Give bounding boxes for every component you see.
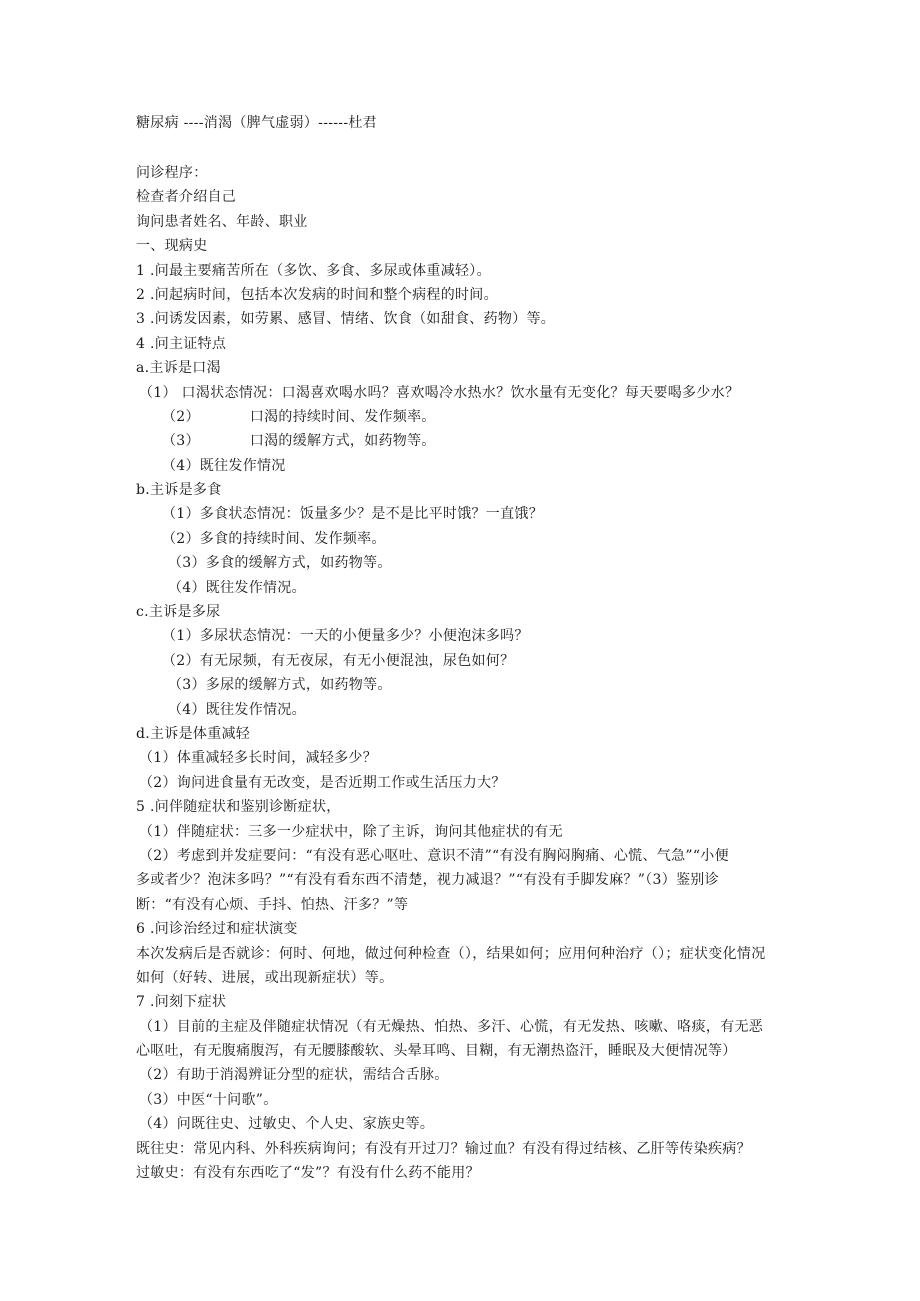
text-line: 3 .问诱发因素，如劳累、感冒、情绪、饮食（如甜食、药物）等。 [136,311,556,328]
item-number: （2） [162,408,200,425]
text-line: （3）中医“十问歌”。 [139,1091,278,1108]
text-line: （1）体重减轻多长时间，减轻多少？ [139,750,378,767]
text-line: （1） 口渴状态情况：口渴喜欢喝水吗？喜欢喝冷水热水？饮水量有无变化？每天要喝多少水？ [139,384,740,401]
text-line: 1 .问最主要痛苦所在（多饮、多食、多尿或体重减轻）。 [136,262,491,279]
text-line: 6 .问诊治经过和症状演变 [136,921,298,938]
text-line: 断：“有没有心烦、手抖、怕热、汗多？”等 [136,896,409,913]
text-line: 问诊程序： [136,165,208,181]
text-line: 5 .问伴随症状和鉴别诊断症状， [136,799,341,816]
text-line: 本次发病后是否就诊：何时、何地，做过何种检查（），结果如何；应用何种治疗（）；症状变化情况 [136,945,766,962]
text-line: （1）多食状态情况：饭量多少？是不是比平时饿？一直饿？ [162,506,544,523]
text-line: （3）多食的缓解方式，如药物等。 [168,555,392,572]
text-line: （2）有无尿频，有无夜尿，有无小便混浊，尿色如何？ [162,652,515,669]
text-line: （1）目前的主症及伴随症状情况（有无燥热、怕热、多汗、心慌，有无发热、咳嗽、咯痰，有无恶 [139,1018,764,1035]
text-line: （4）既往发作情况 [162,457,286,474]
text-line: （2）考虑到并发症要问：“有没有恶心呕吐、意识不清”“有没有胸闷胸痛、心慌、气急”“小便 [139,847,729,864]
text-line: 7 .问刻下症状 [136,994,227,1011]
item-text: 口渴的缓解方式，如药物等。 [249,433,436,450]
text-line: （3）多尿的缓解方式，如药物等。 [168,677,392,694]
text-line: （4）既往发作情况。 [168,701,306,718]
item-number: （3） [162,433,200,450]
text-line: （4）问既往史、过敏史、个人史、家族史等。 [139,1116,435,1133]
sub-heading: a.主诉是口渴 [136,360,221,377]
text-line [136,405,796,429]
text-line: （2）有助于消渴辨证分型的症状，需结合舌脉。 [139,1067,449,1084]
text-line: （4）既往发作情况。 [168,579,306,596]
sub-heading: c.主诉是多尿 [136,604,221,621]
item-text: 口渴的持续时间、发作频率。 [249,408,436,425]
text-line: 既往史：常见内科、外科疾病询问；有没有开过刀？输过血？有没有得过结核、乙肝等传染疾病？ [136,1140,751,1157]
text-line: 如何（好转、进展，或出现新症状）等。 [136,969,394,986]
text-line: 询问患者姓名、年龄、职业 [136,213,308,230]
text-line: 多或者少？泡沫多吗？”“有没有看东西不清楚，视力减退？”“有没有手脚发麻？”（3）鉴别诊 [136,872,719,889]
text-line: 检查者介绍自己 [136,189,237,206]
sub-heading: d.主诉是体重减轻 [136,725,251,742]
text-line: 2 .问起病时间，包括本次发病的时间和整个病程的时间。 [136,286,498,303]
text-line: 心呕吐，有无腹痛腹泻，有无腰膝酸软、头晕耳鸣、目糊，有无潮热盗汗，睡眠及大便情况等） [136,1043,737,1060]
text-line: （1）多尿状态情况：一天的小便量多少？小便泡沫多吗？ [162,628,529,645]
text-line: （1）伴随症状：三多一少症状中，除了主诉，询问其他症状的有无 [139,823,563,840]
text-line: （2）多食的持续时间、发作频率。 [162,530,386,547]
text-line: 过敏史：有没有东西吃了“发”？有没有什么药不能用？ [136,1165,480,1182]
text-line [136,429,796,453]
section-heading: 一、现病史 [136,238,208,255]
sub-heading: b.主诉是多食 [136,482,222,499]
document-body [136,161,796,1185]
text-line: 4 .问主证特点 [136,335,227,352]
document-title: 糖尿病 ----消渴（脾气虚弱）------杜君 [136,115,377,131]
text-line: （2）询问进食量有无改变，是否近期工作或生活压力大？ [139,774,506,791]
